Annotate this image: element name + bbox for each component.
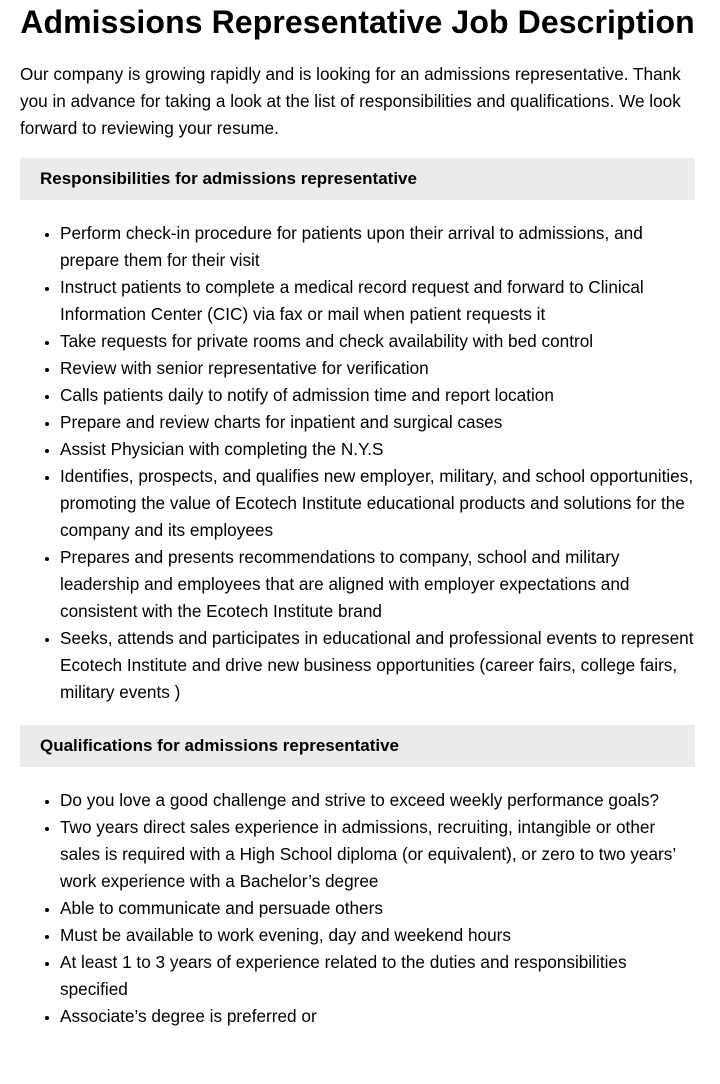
list-item: • Two years direct sales experience in admissions, recruiting, intangible or other sales is required with a High School diploma (or equivalent), or zero to two years’ work experience with a Bachelor’s degree [60, 814, 695, 895]
list-item: • Perform check-in procedure for patients upon their arrival to admissions, and prepare them for their visit [60, 220, 695, 274]
list-item: • Take requests for private rooms and check availability with bed control [60, 328, 695, 355]
job-description-page [20, 0, 695, 1030]
list-item: • Do you love a good challenge and strive to exceed weekly performance goals? [60, 787, 695, 814]
intro-paragraph: Our company is growing rapidly and is looking for an admissions representative. Thank you in advance for taking a look at the list of responsibilities and qualifications. We look forward to reviewing your resume. [20, 64, 681, 138]
list-item: • Prepare and review charts for inpatient and surgical cases [60, 409, 695, 436]
list-item: • Review with senior representative for verification [60, 355, 695, 382]
list-item: • Prepares and presents recommendations to company, school and military leadership and employees that are aligned with employer expectations and consistent with the Ecotech Institute brand [60, 544, 695, 625]
list-item: • Seeks, attends and participates in educational and professional events to represent Ecotech Institute and drive new business opportunities (career fairs, college fairs, military events ) [60, 625, 695, 706]
qualifications-list [20, 787, 695, 1030]
responsibilities-heading: Responsibilities for admissions representative [20, 158, 695, 200]
list-item: • Calls patients daily to notify of admission time and report location [60, 382, 695, 409]
list-item: • Identifies, prospects, and qualifies new employer, military, and school opportunities, promoting the value of Ecotech Institute educational products and solutions for the company and its employees [60, 463, 695, 544]
page-title: Admissions Representative Job Description [20, 4, 695, 40]
list-item: • Instruct patients to complete a medical record request and forward to Clinical Information Center (CIC) via fax or mail when patient requests it [60, 274, 695, 328]
list-item: • Able to communicate and persuade others [60, 895, 695, 922]
responsibilities-list [20, 220, 695, 706]
list-item: • Assist Physician with completing the N.Y.S [60, 436, 695, 463]
list-item: • Must be available to work evening, day and weekend hours [60, 922, 695, 949]
list-item: • Associate’s degree is preferred or [60, 1003, 695, 1030]
qualifications-heading: Qualifications for admissions representative [20, 725, 695, 767]
list-item: • At least 1 to 3 years of experience related to the duties and responsibilities specified [60, 949, 695, 1003]
